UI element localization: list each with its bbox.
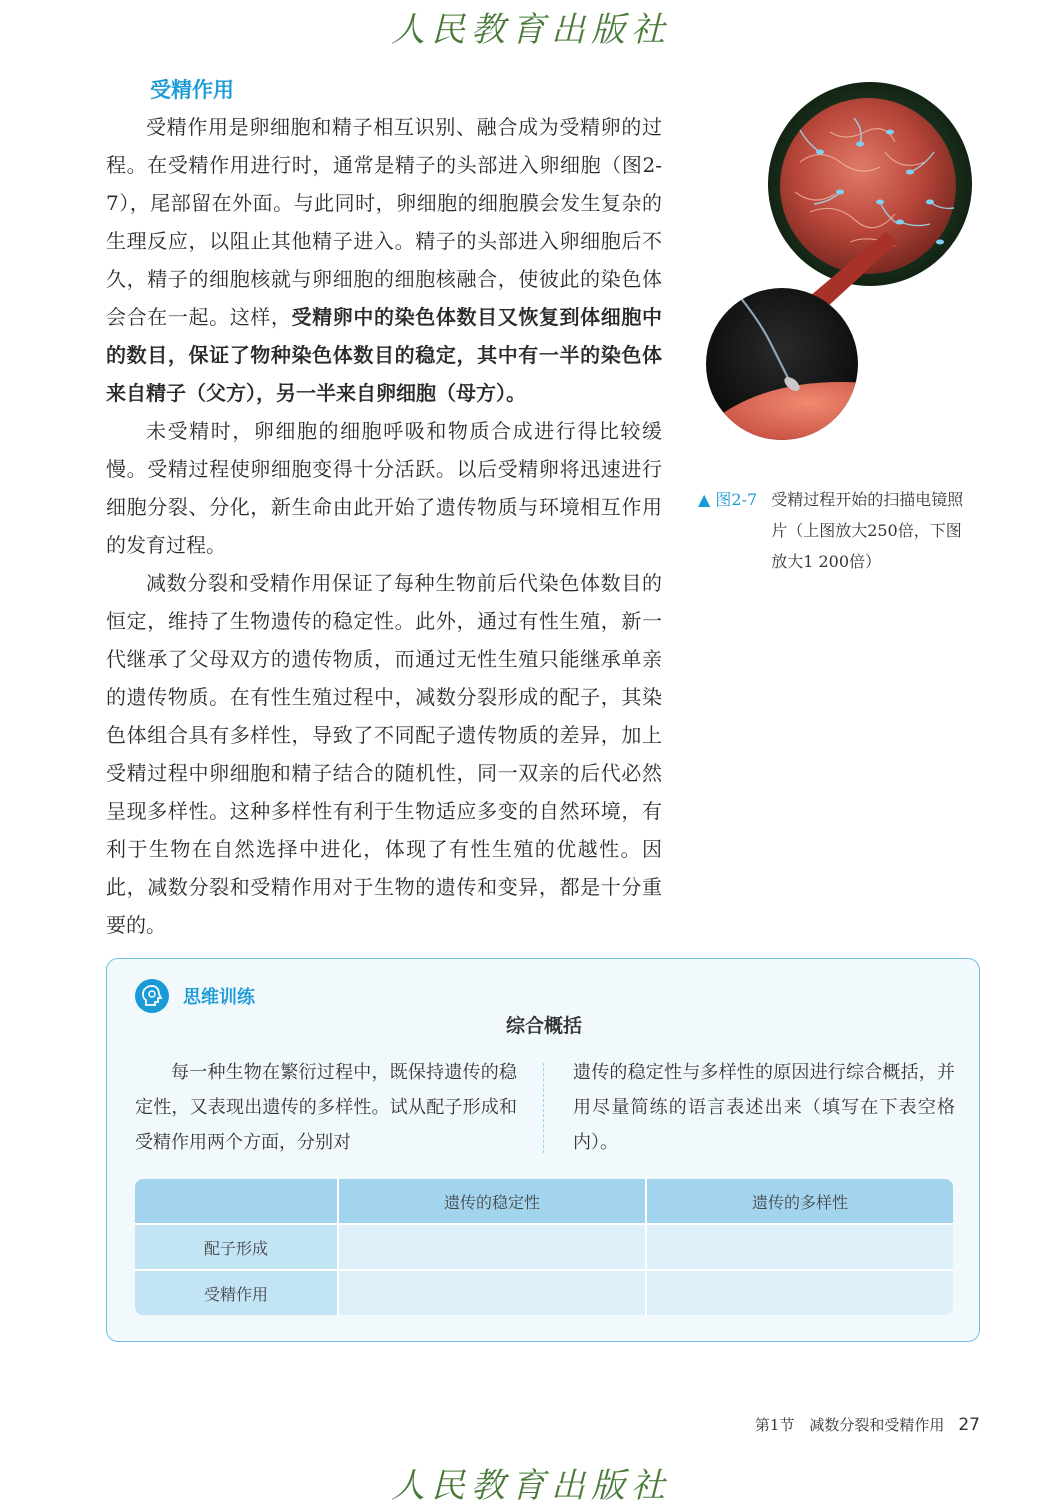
figure-number: 图2-7 xyxy=(715,490,758,509)
summary-table xyxy=(135,1179,953,1315)
table-header-row xyxy=(135,1179,953,1225)
triangle-marker-icon: ▲ xyxy=(698,490,711,509)
body-text xyxy=(106,108,662,944)
row-label-fertilization: 受精作用 xyxy=(135,1271,339,1315)
figure-caption xyxy=(698,484,988,577)
paragraph-2 xyxy=(106,412,662,564)
figure-2-7 xyxy=(700,72,990,452)
paragraph-1-bold: 受精卵中的染色体数目又恢复到体细胞中的数目，保证了物种染色体数目的稳定，其中有一半的染色体来自精子（父方），另一半来自卵细胞（母方）。 xyxy=(106,305,663,405)
answer-cell[interactable] xyxy=(339,1225,647,1271)
answer-cell[interactable] xyxy=(647,1271,953,1315)
page-footer xyxy=(755,1414,980,1435)
exercise-text-right: 遗传的稳定性与多样性的原因进行综合概括，并用尽量简练的语言表述出来（填写在下表空格内）。 xyxy=(573,1062,955,1153)
table-header-empty xyxy=(135,1179,339,1225)
publisher-logo-bottom: 人民教育出版社 xyxy=(391,1466,671,1506)
box-title: 思维训练 xyxy=(183,987,255,1008)
head-bulb-icon xyxy=(135,979,169,1013)
sem-photo-illustration xyxy=(700,72,990,452)
table-header-diversity: 遗传的多样性 xyxy=(647,1179,953,1225)
paragraph-1-text: 受精作用是卵细胞和精子相互识别、融合成为受精卵的过程。在受精作用进行时，通常是精子的头部进入卵细胞（图2-7），尾部留在外面。与此同时，卵细胞的细胞膜会发生复杂的生理反应，以阻止其他精子进入。精子的头部进入卵细胞后不久，精子的细胞核就与卵细胞的细胞核融合，使彼此的染色体会合在一起。这样， xyxy=(106,115,662,329)
box-subtitle: 综合概括 xyxy=(505,1015,582,1037)
row-label-gamete-formation: 配子形成 xyxy=(135,1225,339,1271)
paragraph-1 xyxy=(106,108,662,412)
section-title: 受精作用 xyxy=(150,78,234,102)
paragraph-3-text: 减数分裂和受精作用保证了每种生物前后代染色体数目的恒定，维持了生物遗传的稳定性。此外，通过有性生殖，新一代继承了父母双方的遗传物质，而通过无性生殖只能继承单亲的遗传物质。在有性生殖过程中，减数分裂形成的配子，其染色体组合具有多样性，导致了不同配子遗传物质的差异，加上受精过程中卵细胞和精子结合的随机性，同一双亲的后代必然呈现多样性。这种多样性有利于生物适应多变的自然环境，有利于生物在自然选择中进化，体现了有性生殖的优越性。因此，减数分裂和受精作用对于生物的遗传和变异，都是十分重要的。 xyxy=(106,571,662,937)
table-row xyxy=(135,1271,953,1315)
table-header-stability: 遗传的稳定性 xyxy=(339,1179,647,1225)
column-divider xyxy=(543,1063,544,1153)
table-row xyxy=(135,1225,953,1271)
thinking-training-box xyxy=(106,958,980,1342)
exercise-text-left: 每一种生物在繁衍过程中，既保持遗传的稳定性，又表现出遗传的多样性。试从配子形成和受精作用两个方面，分别对 xyxy=(135,1062,517,1153)
footer-section: 第1节 减数分裂和受精作用 xyxy=(754,1416,945,1434)
page-number: 27 xyxy=(958,1415,980,1435)
figure-caption-text: 受精过程开始的扫描电镜照片（上图放大250倍，下图放大1 200倍） xyxy=(771,490,964,571)
paragraph-2-text: 未受精时，卵细胞的细胞呼吸和物质合成进行得比较缓慢。受精过程使卵细胞变得十分活跃。以后受精卵将迅速进行细胞分裂、分化，新生命由此开始了遗传物质与环境相互作用的发育过程。 xyxy=(106,419,662,557)
answer-cell[interactable] xyxy=(647,1225,953,1271)
paragraph-3 xyxy=(106,564,662,944)
publisher-logo-top: 人民教育出版社 xyxy=(391,10,671,50)
answer-cell[interactable] xyxy=(339,1271,647,1315)
